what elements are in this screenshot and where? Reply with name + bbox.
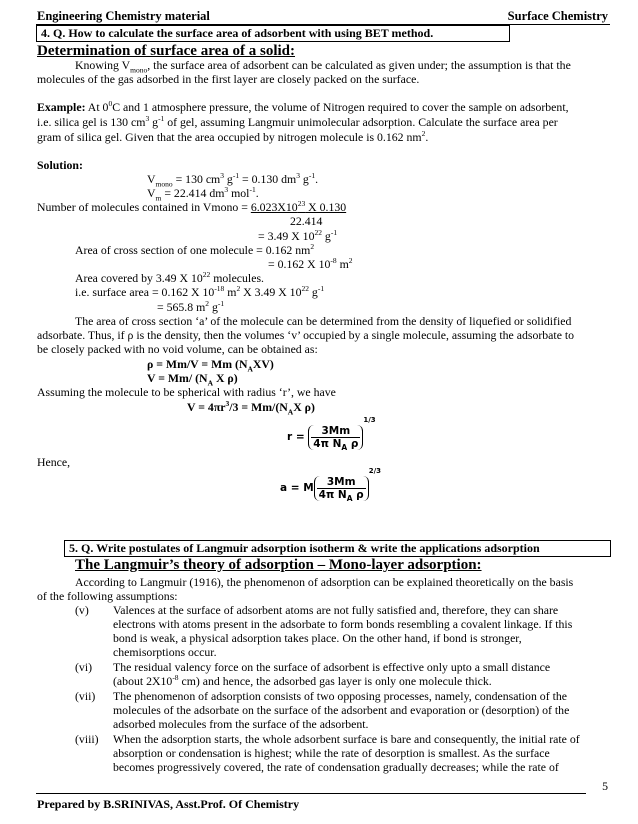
paragraph-line-2: adsorbate. Thus, if ρ is the density, then the volumes ‘v’ occupied by a single molecule, assuming the adsorbate to — [37, 328, 575, 342]
solution-line-molecules: Number of molecules contained in Vmono = $6.023X10^{23}$ X 0.130 — [37, 199, 347, 214]
hence-label: Hence, — [37, 455, 71, 469]
solution-line-area-m2: = 0.162 X $10^{-8}$ $m^2$ — [268, 256, 353, 271]
section-title-langmuir: The Langmuir’s theory of adsorption – Mono-layer adsorption: — [75, 557, 482, 573]
list-item-text: becomes progressively covered, the rate of condensation gradually decreases; while the rate of — [113, 760, 559, 774]
list-item-text: The residual valency force on the surface of adsorbent is effective only upto a small distance — [113, 660, 551, 674]
list-item-text: absorption or condensation is highest; while the rate of desorption is smallest. As the surface — [113, 746, 550, 760]
equation-density: ρ = Mm/V = Mm $(N_AXV)$ — [147, 357, 274, 374]
example-line-2: i.e. silica gel is 130 $cm^3$ $g^{-1}$ of gel, assuming Langmuir unimolecular adsorption. Calculate the surface area per — [37, 114, 558, 129]
list-item-text: chemisorptions occur. — [113, 645, 217, 659]
list-item-text: (about $2X10^{-8}$ cm) and hence, the adsorbed gas layer is only one molecule thick. — [113, 673, 492, 688]
list-item-text: The phenomenon of adsorption consists of two opposing processes, namely, condensation of the — [113, 689, 567, 703]
footer-credit: Prepared by B.SRINIVAS, Asst.Prof. Of Chemistry — [37, 797, 300, 811]
paragraph-line-4: Assuming the molecule to be spherical with radius ‘r’, we have — [37, 385, 336, 399]
langmuir-intro-2: of the following assumptions: — [37, 589, 178, 603]
equation-sphere-volume: $V = 4\pi r^3/3 = Mm/(N_AX$ ρ) — [187, 399, 315, 417]
question-5-box: 5. Q. Write postulates of Langmuir adsorption isotherm & write the applications adsorption — [64, 540, 611, 557]
solution-line-denominator: 22.414 — [290, 214, 323, 228]
header-right: Surface Chemistry — [507, 9, 608, 23]
paragraph-line-3: be closely packed with no void volume, can be obtained as: — [37, 342, 318, 356]
example-line-1: Example: At $0^0C$ and 1 atmosphere pressure, the volume of Nitrogen required to cover the sample on adsorbent, — [37, 99, 569, 114]
solution-line-area-covered: Area covered by 3.49 X $10^{22}$ molecules. — [75, 270, 264, 285]
solution-line-final-answer: = 565.8 $m^2$ $g^{-1}$ — [157, 299, 225, 314]
solution-line-result-molecules: = 3.49 X $10^{22}$ $g^{-1}$ — [258, 228, 338, 243]
formula-area: a = M $\frac{3Mm}{4\pi N_A \rho}$ $^{2/3}$ — [280, 467, 382, 503]
solution-line-area-cross-section: Area of cross section of one molecule = 0.162 $nm^2$ — [75, 242, 315, 257]
solution-line-surface-area: i.e. surface area = 0.162 X $10^{-18}$ $m^2$ X 3.49 X $10^{22}$ $g^{-1}$ — [75, 284, 325, 299]
solution-line-vm: $V_m = 22.414$ $dm^3$ mol$^{-1}$. — [147, 185, 259, 203]
footer-rule — [36, 793, 586, 794]
list-item-text: electrons with atoms present in the adsorbate to form bonds resembling a covalent linkage. If this — [113, 617, 573, 631]
formula-radius: r = $\frac{3Mm}{4\pi N_A \rho}$ $^{1/3}$ — [287, 416, 376, 452]
list-item-text: Valences at the surface of adsorbent atoms are not fully satisfied and, therefore, they can share — [113, 603, 559, 617]
section-title-surface-area: Determination of surface area of a solid: — [37, 43, 296, 59]
solution-label: Solution: — [37, 158, 83, 172]
question-4-box: 4. Q. How to calculate the surface area of adsorbent with using BET method. — [36, 25, 510, 42]
intro-line-2: molecules of the gas adsorbed in the first layer are closely packed on the surface. — [37, 72, 420, 86]
list-item-text: molecules of the adsorbate on the surface of the adsorbent and evaporation or (desorption) of the — [113, 703, 570, 717]
paragraph-line-1: The area of cross section ‘a’ of the molecule can be determined from the density of liquefied or solidified — [75, 314, 572, 328]
intro-line-1: Knowing $V_{mono}$, the surface area of adsorbent can be calculated as given under; the assumption is that the — [75, 58, 571, 75]
list-item-text: adsorbed molecules from the surface of the adsorbent. — [113, 717, 369, 731]
page-number: 5 — [602, 779, 608, 793]
list-item-number: (vii) — [75, 689, 96, 703]
langmuir-intro-1: According to Langmuir (1916), the phenomenon of adsorption can be explained theoretically on the basis — [75, 575, 574, 589]
list-item-text: bond is weak, a physical adsorption takes place. On the other hand, if bond is stronger, — [113, 631, 522, 645]
list-item-number: (v) — [75, 603, 89, 617]
list-item-number: (vi) — [75, 660, 93, 674]
list-item-text: When the adsorption starts, the whole adsorbent surface is bare and consequently, the initial rate of — [113, 732, 580, 746]
example-line-3: gram of silica gel. Given that the area occupied by nitrogen molecule is 0.162 $nm^2$. — [37, 129, 429, 144]
header-left: Engineering Chemistry material — [37, 9, 210, 23]
equation-volume: V = Mm/ ($N_A$ X ρ) — [147, 371, 238, 388]
list-item-number: (viii) — [75, 732, 99, 746]
solution-line-vmono: $V_{mono} = 130$ $cm^3$ $g^{-1} = 0.130$ $dm^3$ $g^{-1}$. — [147, 171, 319, 189]
